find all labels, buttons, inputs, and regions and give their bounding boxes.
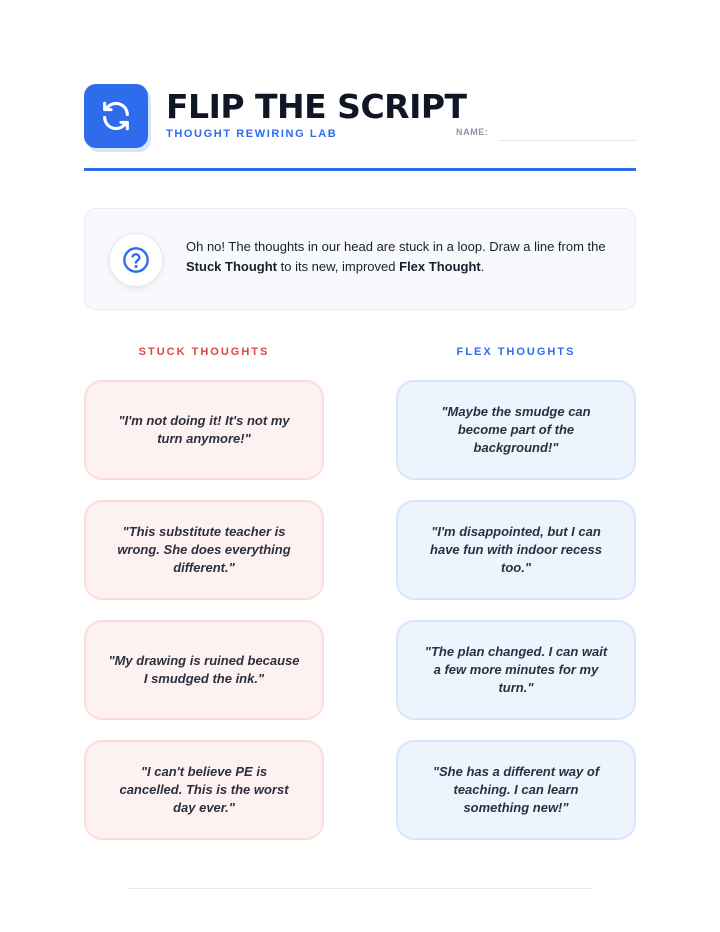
instructions-box [84, 208, 636, 310]
name-field[interactable] [498, 140, 636, 141]
worksheet-header [84, 84, 636, 152]
name-label: NAME: [456, 127, 489, 137]
flex-thought-card[interactable]: "The plan changed. I can wait a few more minutes for my turn." [396, 620, 636, 720]
page-subtitle: THOUGHT REWIRING LAB [166, 128, 338, 140]
flex-thought-card[interactable]: "I'm disappointed, but I can have fun with indoor recess too." [396, 500, 636, 600]
stuck-thought-card[interactable]: "I'm not doing it! It's not my turn anymore!" [84, 380, 324, 480]
flex-thought-card[interactable]: "She has a different way of teaching. I can learn something new!" [396, 740, 636, 840]
refresh-arrows-icon [84, 84, 148, 148]
flex-thought-card[interactable]: "Maybe the smudge can become part of the background!" [396, 380, 636, 480]
stuck-thought-card[interactable]: "This substitute teacher is wrong. She does everything different." [84, 500, 324, 600]
header-divider [84, 168, 636, 171]
instructions-text: Oh no! The thoughts in our head are stuck in a loop. Draw a line from the Stuck Thought to its new, improved Flex Thought. [186, 239, 606, 274]
stuck-thought-card[interactable]: "My drawing is ruined because I smudged the ink." [84, 620, 324, 720]
page-title: FLIP THE SCRIPT [166, 87, 467, 126]
flex-thoughts-heading: FLEX THOUGHTS [456, 346, 576, 358]
stuck-thought-card[interactable]: "I can't believe PE is cancelled. This is the worst day ever." [84, 740, 324, 840]
stuck-thought-term: Stuck Thought [186, 259, 277, 274]
stuck-thoughts-heading: STUCK THOUGHTS [138, 346, 270, 358]
question-circle-icon [109, 233, 163, 287]
flex-thought-term: Flex Thought [399, 259, 481, 274]
footer-divider [128, 888, 592, 889]
